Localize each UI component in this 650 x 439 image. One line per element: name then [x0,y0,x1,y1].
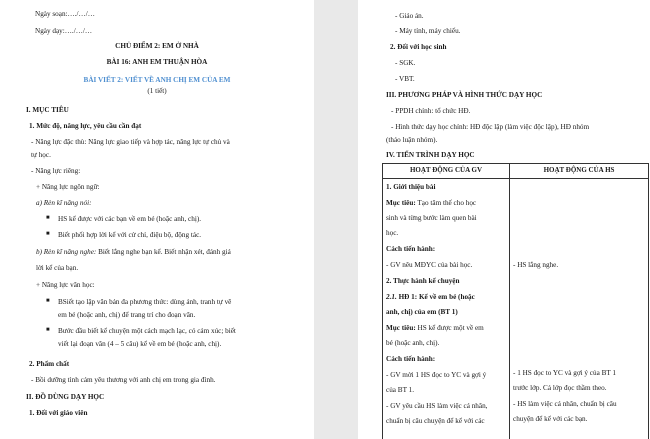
activity-heading: 2. Thực hành kể chuyện [386,277,460,285]
inline-text: Tạo tâm thế cho học [417,199,477,207]
activity-heading [386,293,475,302]
lesson-duration: (1 tiết) [147,87,167,95]
paragraph-line: + Năng lực ngôn ngữ: [36,183,100,191]
activity-heading: 1. Giới thiệu bài [386,183,436,191]
paragraph-line: a) Rèn kĩ năng nói: [36,199,92,207]
theme-title: CHỦ ĐIỂM 2: EM Ở NHÀ [115,42,199,50]
paragraph-line: - Giáo án. [395,12,424,20]
section-heading-process: IV. TIẾN TRÌNH DẠY HỌC [386,151,475,159]
list-item: em bé (hoặc anh, chị) để trang trí cho đoạn văn. [58,311,196,319]
paragraph-line: - VBT. [395,75,415,83]
paragraph-line: + Năng lực văn học: [36,281,95,289]
cell-line [386,324,484,333]
inline-text: HS kể được một về em [417,324,484,332]
cell-line: của BT 1. [386,386,415,394]
lesson-subtitle: BÀI VIẾT 2: VIẾT VỀ ANH CHỊ EM CỦA EM [83,76,231,84]
cell-line: chuẩn bị câu chuyện để kể với các [386,417,485,425]
subsection-heading-student: 2. Đối với học sinh [390,43,447,51]
inline-label: b) Rèn kĩ năng nghe: [36,248,97,256]
document-page-left [0,0,314,439]
cell-line: sinh và từng bước làm quen bài [386,214,477,222]
bullet-icon: ■ [46,327,50,333]
cell-line: - 1 HS đọc to YC và gợi ý của BT 1 [513,369,617,377]
paragraph-line: - Năng lực đặc thù: Năng lực giao tiếp và hợp tác, năng lực tự chủ và [31,138,230,146]
inline-text: Biết lắng nghe bạn kể. Biết nhận xét, đánh giá [98,248,231,256]
inline-label: Mục tiêu: [386,324,416,332]
column-header-student: HOẠT ĐỘNG CỦA HS [543,166,615,174]
activity-table [382,163,649,439]
bullet-icon: ■ [46,215,50,221]
cell-line: - HS làm việc cá nhân, chuẩn bị câu [513,400,617,408]
table-cell-teacher [383,179,510,439]
cell-line: - HS lắng nghe. [513,261,559,269]
inline-text: HĐ 1: Kể về em bé (hoặc [398,293,475,301]
paragraph-line: - Hình thức dạy học chính: HĐ độc lập (làm việc độc lập), HĐ nhóm [391,123,590,131]
activity-label: Cách tiến hành: [386,245,436,253]
column-header-teacher: HOẠT ĐỘNG CỦA GV [409,166,483,174]
paragraph-line: - Năng lực riêng: [31,167,81,175]
subsection-heading-competency: 1. Mức độ, năng lực, yêu cầu cần đạt [29,122,142,130]
paragraph-line: tự học. [31,151,51,159]
paragraph-line: - SGK. [395,59,416,67]
section-heading-objectives: I. MỤC TIÊU [26,106,69,114]
paragraph-line: - Máy tính, máy chiếu. [395,27,461,35]
lesson-title: BÀI 16: ANH EM THUẬN HÒA [106,58,208,66]
list-item: viết lại đoạn văn (4 – 5 câu) kể về em bé (hoặc anh, chị). [58,340,222,348]
paragraph-line: - Bồi dưỡng tình cảm yêu thương với anh chị em trong gia đình. [31,376,216,384]
cell-line: - GV mời 1 HS đọc to YC và gợi ý [386,371,487,379]
cell-line: học. [386,229,399,237]
activity-heading: anh, chị) của em (BT 1) [386,308,458,316]
table-header-cell [510,164,649,179]
date-plan: Ngày soạn:…./…/… [35,10,95,18]
cell-line: - GV nêu MĐYC của bài học. [386,261,473,269]
subsection-heading-teacher: 1. Đối với giáo viên [29,409,88,417]
list-item: BSiết tạo lập văn bản đa phương thức: dùng ảnh, tranh tự vẽ [58,298,232,306]
list-item: HS kể được với các bạn về em bé (hoặc anh, chị). [58,215,202,223]
cell-line [386,199,476,208]
cell-line: bé (hoặc anh, chị). [386,339,440,347]
section-heading-materials: II. ĐỒ DÙNG DẠY HỌC [26,393,105,401]
bullet-icon: ■ [46,298,50,304]
cell-line: trước lớp. Cả lớp đọc thầm theo. [513,384,607,392]
list-item: Bước đầu biết kể chuyện một cách mạch lạc, có cảm xúc; biết [58,327,236,335]
paragraph-line: lời kể của bạn. [36,264,79,272]
document-page-right [358,0,650,439]
inline-label: Mục tiêu: [386,199,416,207]
table-header-cell [383,164,510,179]
subsection-heading-quality: 2. Phẩm chất [29,360,70,368]
inline-prefix: 2.1. [386,293,397,301]
cell-line: - GV yêu cầu HS làm việc cá nhân, [386,402,488,410]
cell-line: chuyện để kể với các bạn. [513,415,588,423]
paragraph-line: - PPDH chính: tổ chức HĐ. [391,107,471,115]
date-teach: Ngày dạy:…./…/… [35,27,93,35]
list-item: Biết phối hợp lời kể với cử chỉ, điệu bộ, động tác. [58,231,202,239]
table-cell-student [510,179,649,439]
paragraph-line [36,248,231,257]
bullet-icon: ■ [46,231,50,237]
section-heading-methods: III. PHƯƠNG PHÁP VÀ HÌNH THỨC DẠY HỌC [386,91,543,99]
activity-label: Cách tiến hành: [386,355,436,363]
paragraph-line: (thảo luận nhóm). [386,136,438,144]
